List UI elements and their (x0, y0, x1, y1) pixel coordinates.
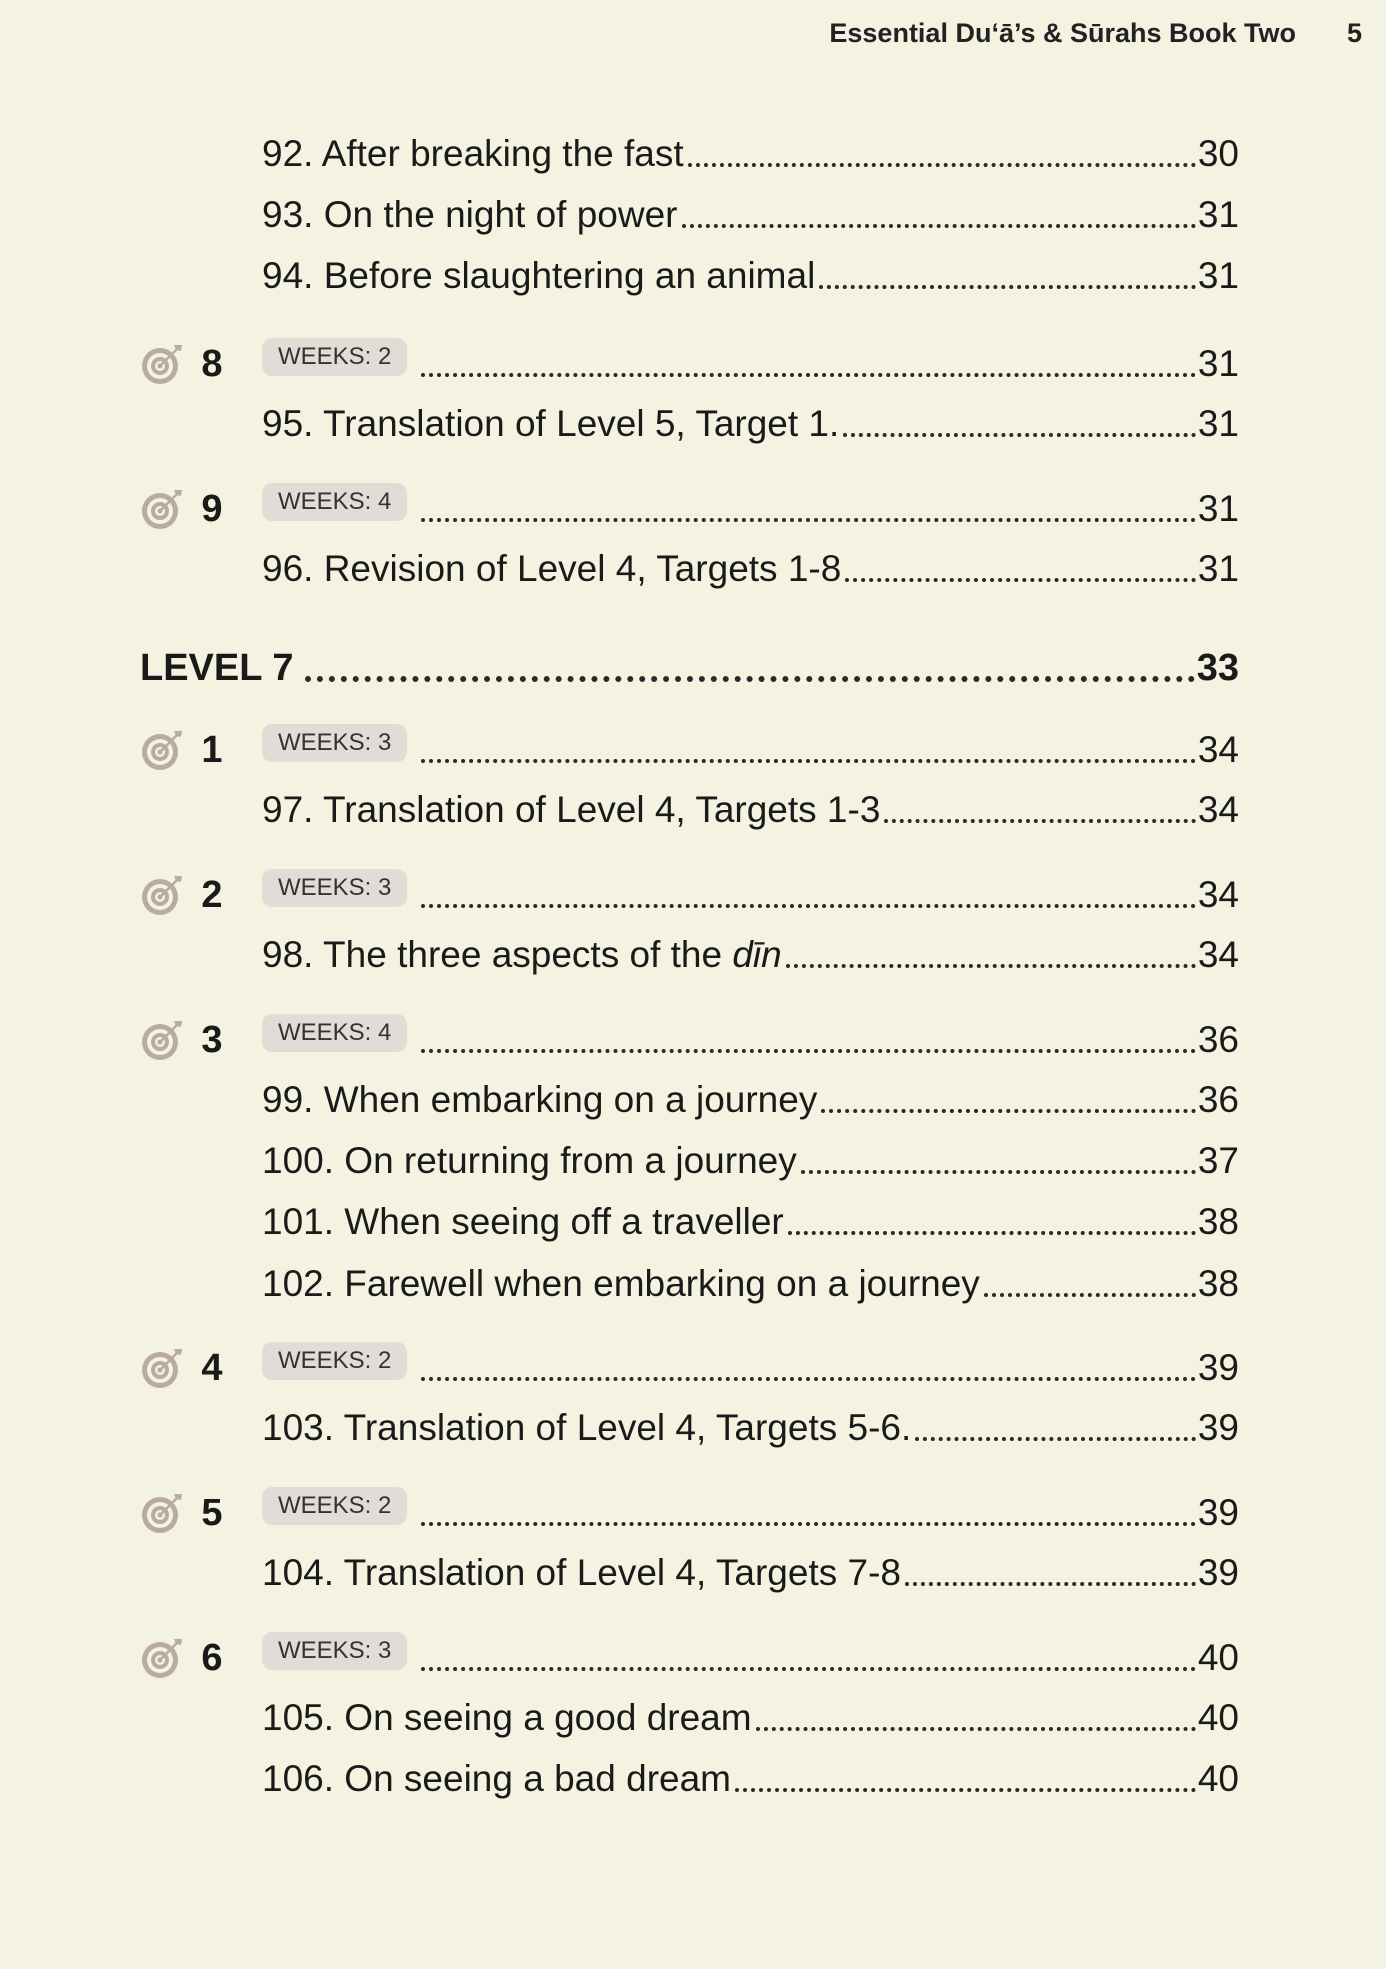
target-number: 3 (201, 1019, 223, 1061)
toc-entry[interactable] (262, 1755, 1239, 1803)
target-icon (140, 1346, 184, 1390)
target-number: 8 (201, 343, 223, 385)
weeks-badge: WEEKS: 2 (262, 338, 407, 376)
dot-leader (786, 964, 1196, 968)
toc-entry[interactable] (262, 191, 1239, 239)
target-row[interactable] (140, 867, 1239, 919)
entry-title (262, 931, 782, 979)
dot-leader (801, 1170, 1196, 1174)
level-heading[interactable] (140, 640, 1239, 692)
entry-page: 34 (1197, 934, 1239, 975)
target-row[interactable] (140, 336, 1239, 388)
entry-title: 104. Translation of Level 4, Targets 7-8 (262, 1552, 901, 1593)
toc-entry[interactable] (262, 1076, 1239, 1124)
target-number: 4 (201, 1347, 223, 1389)
dot-leader (682, 224, 1196, 228)
entry-page: 31 (1197, 194, 1239, 235)
entry-page: 39 (1197, 1407, 1239, 1448)
entry-title: 106. On seeing a bad dream (262, 1758, 731, 1799)
entry-page: 36 (1197, 1079, 1239, 1120)
target-page: 31 (1197, 488, 1239, 529)
target-row[interactable] (140, 1485, 1239, 1537)
target-icon (140, 487, 184, 531)
entry-page: 38 (1197, 1263, 1239, 1304)
target-number: 6 (201, 1637, 223, 1679)
entry-title: 92. After breaking the fast (262, 133, 684, 174)
dot-leader (788, 1231, 1196, 1235)
weeks-badge: WEEKS: 2 (262, 1342, 407, 1380)
target-icon (140, 1636, 184, 1680)
dot-leader (421, 759, 1195, 763)
toc-entry[interactable] (262, 400, 1239, 448)
target-number: 1 (201, 729, 223, 771)
entry-title-text: 98. The three aspects of the (262, 934, 733, 975)
dot-leader (915, 1437, 1196, 1441)
entry-page: 37 (1197, 1140, 1239, 1181)
entry-page: 31 (1197, 255, 1239, 296)
toc-entry[interactable] (262, 130, 1239, 178)
target-row[interactable] (140, 1340, 1239, 1392)
entry-page: 34 (1197, 789, 1239, 830)
dot-leader (819, 285, 1196, 289)
weeks-badge: WEEKS: 3 (262, 724, 407, 762)
entry-title: 95. Translation of Level 5, Target 1. (262, 403, 840, 444)
level-label: LEVEL 7 (140, 647, 294, 689)
entry-title: 101. When seeing off a traveller (262, 1201, 784, 1242)
entry-title: 93. On the night of power (262, 194, 678, 235)
target-row[interactable] (140, 722, 1239, 774)
toc-entry[interactable] (262, 1137, 1239, 1185)
target-icon (140, 1491, 184, 1535)
entry-title: 103. Translation of Level 4, Targets 5-6. (262, 1407, 912, 1448)
dot-leader (421, 518, 1195, 522)
dot-leader (421, 1049, 1195, 1053)
entry-page: 30 (1197, 133, 1239, 174)
entry-title: 96. Revision of Level 4, Targets 1-8 (262, 548, 842, 589)
entry-title: 97. Translation of Level 4, Targets 1-3 (262, 789, 881, 830)
entry-page: 40 (1197, 1758, 1239, 1799)
dot-leader (735, 1788, 1196, 1792)
target-row[interactable] (140, 1630, 1239, 1682)
weeks-badge: WEEKS: 2 (262, 1487, 407, 1525)
toc-entry[interactable] (262, 545, 1239, 593)
weeks-badge: WEEKS: 3 (262, 869, 407, 907)
target-page: 39 (1197, 1347, 1239, 1388)
page-number: 5 (1346, 18, 1362, 48)
entry-page: 40 (1197, 1697, 1239, 1738)
dot-leader (305, 676, 1194, 682)
dot-leader (884, 819, 1195, 823)
entry-page: 31 (1197, 403, 1239, 444)
toc-entry[interactable] (262, 1549, 1239, 1597)
toc-entry[interactable] (262, 252, 1239, 300)
target-icon (140, 728, 184, 772)
target-icon (140, 1018, 184, 1062)
weeks-badge: WEEKS: 4 (262, 483, 407, 521)
entry-page: 38 (1197, 1201, 1239, 1242)
target-icon (140, 873, 184, 917)
dot-leader (421, 904, 1195, 908)
target-row[interactable] (140, 1012, 1239, 1064)
dot-leader (421, 1522, 1195, 1526)
toc-entry[interactable] (262, 1404, 1239, 1452)
level-page: 33 (1196, 647, 1239, 689)
toc-entry[interactable] (262, 786, 1239, 834)
book-title: Essential Du‘ā’s & Sūrahs Book Two (829, 18, 1296, 48)
target-page: 31 (1197, 343, 1239, 384)
dot-leader (845, 578, 1196, 582)
entry-page: 31 (1197, 548, 1239, 589)
toc-entry[interactable] (262, 1198, 1239, 1246)
target-icon (140, 342, 184, 386)
dot-leader (843, 433, 1196, 437)
page-header (0, 18, 1362, 49)
dot-leader (688, 163, 1196, 167)
entry-page: 39 (1197, 1552, 1239, 1593)
dot-leader (821, 1109, 1196, 1113)
dot-leader (421, 373, 1195, 377)
dot-leader (421, 1667, 1195, 1671)
dot-leader (984, 1293, 1196, 1297)
dot-leader (756, 1727, 1196, 1731)
dot-leader (905, 1582, 1196, 1586)
dot-leader (421, 1377, 1195, 1381)
target-page: 34 (1197, 729, 1239, 770)
target-number: 2 (201, 874, 223, 916)
toc-entry[interactable] (262, 1694, 1239, 1742)
target-number: 5 (201, 1492, 223, 1534)
entry-title: 102. Farewell when embarking on a journey (262, 1263, 980, 1304)
entry-title: 105. On seeing a good dream (262, 1697, 752, 1738)
toc-entry[interactable] (262, 1260, 1239, 1308)
target-page: 34 (1197, 874, 1239, 915)
toc-entry[interactable] (262, 931, 1239, 979)
target-page: 39 (1197, 1492, 1239, 1533)
entry-title: 100. On returning from a journey (262, 1140, 797, 1181)
entry-title-italic: dīn (732, 934, 782, 975)
target-row[interactable] (140, 481, 1239, 533)
target-page: 40 (1197, 1637, 1239, 1678)
entry-title: 99. When embarking on a journey (262, 1079, 818, 1120)
weeks-badge: WEEKS: 4 (262, 1014, 407, 1052)
weeks-badge: WEEKS: 3 (262, 1632, 407, 1670)
target-number: 9 (201, 488, 223, 530)
entry-title: 94. Before slaughtering an animal (262, 255, 816, 296)
target-page: 36 (1197, 1019, 1239, 1060)
